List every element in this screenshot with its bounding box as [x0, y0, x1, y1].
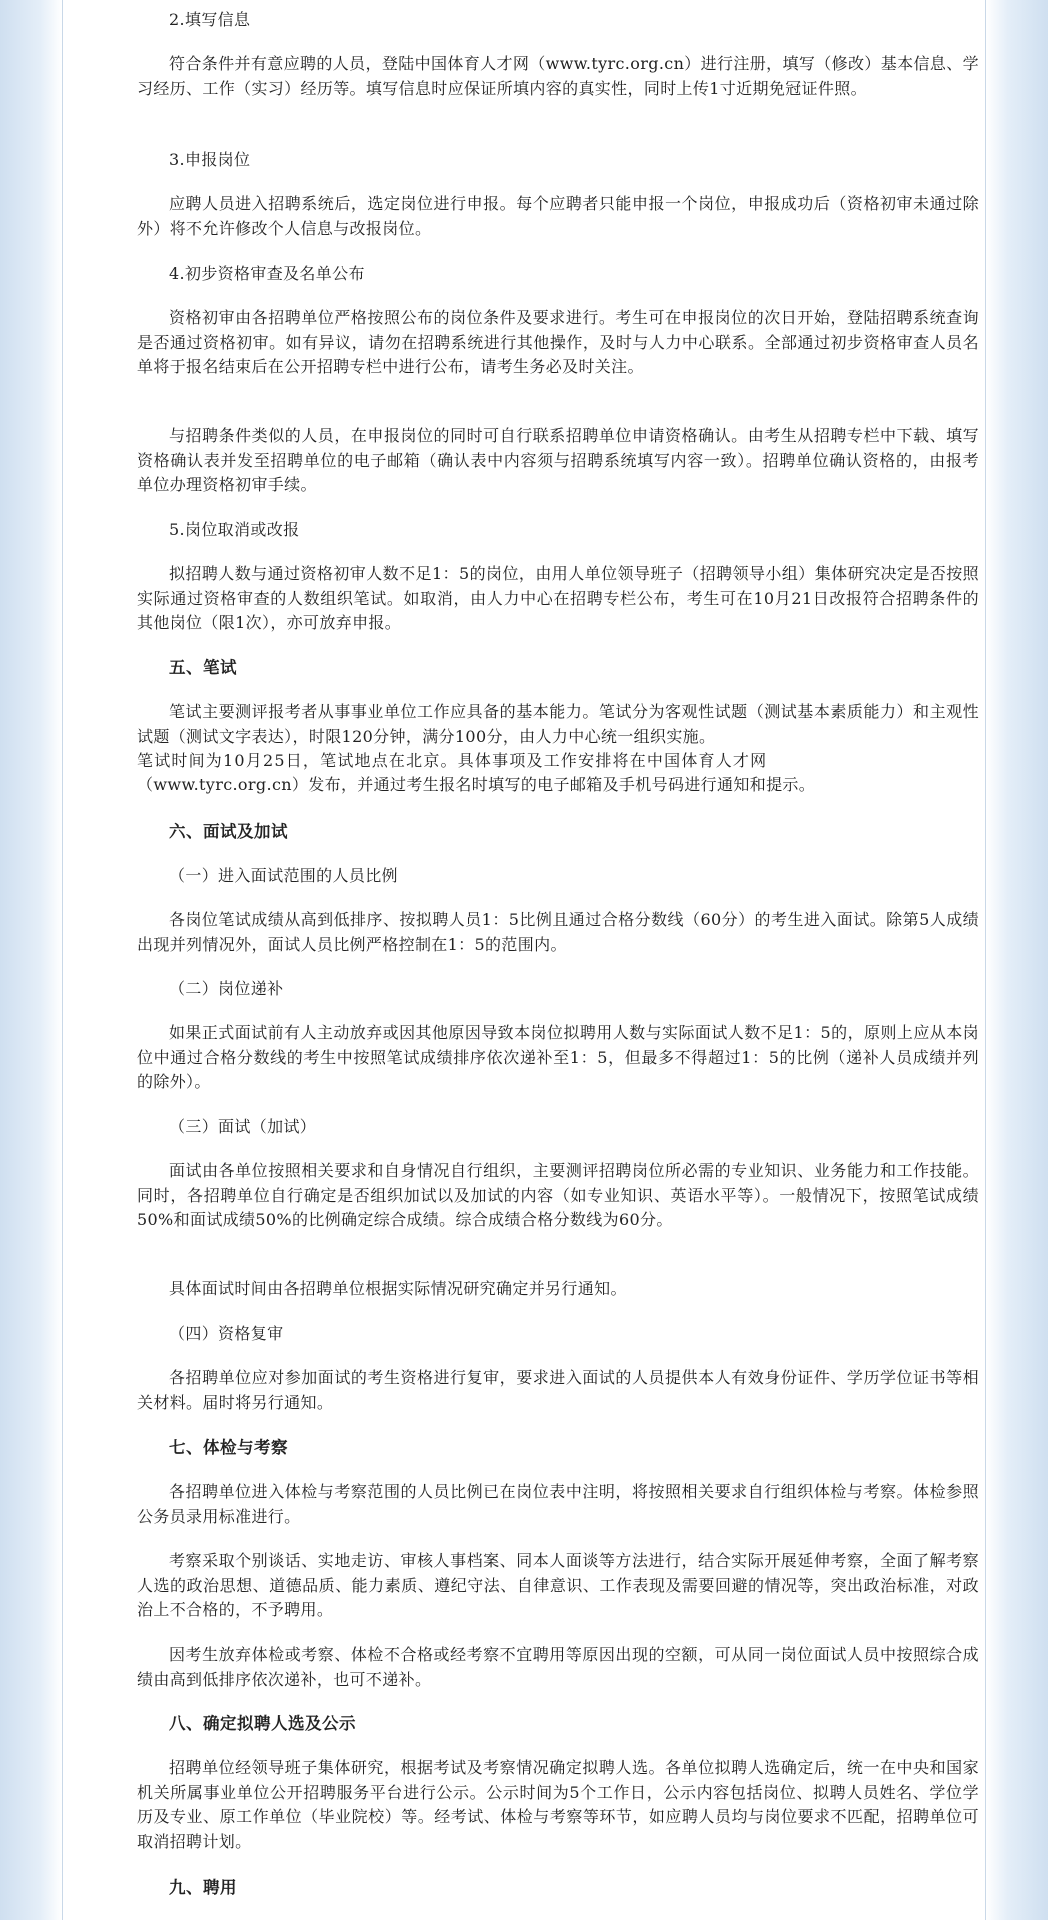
- paragraph-physical-exam: 各招聘单位进入体检与考察范围的人员比例已在岗位表中注明，将按照相关要求自行组织体检与考察。体检参照公务员录用标准进行。: [137, 1482, 979, 1526]
- heading-employment: 九、聘用: [169, 1878, 237, 1897]
- paragraph-fill-info: 符合条件并有意应聘的人员，登陆中国体育人才网（www.tyrc.org.cn）进行注册，填写（修改）基本信息、学习经历、工作（实习）经历等。填写信息时应保证所填内容的真实性，同时上传1寸近期免冠证件照。: [137, 54, 979, 98]
- heading-physical-exam: 七、体检与考察: [169, 1438, 288, 1457]
- paragraph-interview-extra: 面试由各单位按照相关要求和自身情况自行组织，主要测评招聘岗位所必需的专业知识、业务能力和工作技能。同时，各招聘单位自行确定是否组织加试以及加试的内容（如专业知识、英语水平等）。一般情况下，按照笔试成绩50%和面试成绩50%的比例确定综合成绩。综合成绩合格分数线为60分。: [137, 1161, 979, 1229]
- paragraph-qualification-review: 资格初审由各招聘单位严格按照公布的岗位条件及要求进行。考生可在申报岗位的次日开始，登陆招聘系统查询是否通过资格初审。如有异议，请勿在招聘系统进行其他操作，及时与人力中心联系。全部通过初步资格审查人员名单将于报名结束后在公开招聘专栏中进行公布，请考生务必及时关注。: [137, 308, 979, 376]
- paragraph-qualification-confirm: 与招聘条件类似的人员，在申报岗位的同时可自行联系招聘单位申请资格确认。由考生从招聘专栏中下载、填写资格确认表并发至招聘单位的电子邮箱（确认表中内容须与招聘系统填写内容一致）。招聘单位确认资格的，由报考单位办理资格初审手续。: [137, 426, 979, 494]
- paragraph-interview-ratio: 各岗位笔试成绩从高到低排序、按拟聘人员1：5比例且通过合格分数线（60分）的考生进入面试。除第5人成绩出现并列情况外，面试人员比例严格控制在1：5的范围内。: [137, 910, 979, 954]
- document-page: [62, 0, 986, 1920]
- paragraph-written-exam-notice: （www.tyrc.org.cn）发布，并通过考生报名时填写的电子邮箱及手机号码进行通知和提示。: [137, 775, 816, 794]
- paragraph-inspection: 考察采取个别谈话、实地走访、审核人事档案、同本人面谈等方法进行，结合实际开展延伸考察，全面了解考察人选的政治思想、道德品质、能力素质、遵纪守法、自律意识、工作表现及需要回避的情况等，突出政治标准，对政治上不合格的，不予聘用。: [137, 1551, 979, 1619]
- paragraph-publicity: 招聘单位经领导班子集体研究，根据考试及考察情况确定拟聘人选。各单位拟聘人选确定后，统一在中央和国家机关所属事业单位公开招聘服务平台进行公示。公示时间为5个工作日，公示内容包括岗位、拟聘人员姓名、学位学历及专业、原工作单位（毕业院校）等。经考试、体检与考察等环节，如应聘人员均与岗位要求不匹配，招聘单位可取消招聘计划。: [137, 1758, 979, 1851]
- subsection-requalification: （四）资格复审: [169, 1324, 284, 1343]
- paragraph-interview-time: 具体面试时间由各招聘单位根据实际情况研究确定并另行通知。: [169, 1279, 627, 1298]
- section-title-fill-info: 2.填写信息: [169, 10, 251, 29]
- section-title-apply-position: 3.申报岗位: [169, 150, 251, 169]
- heading-publicity: 八、确定拟聘人选及公示: [169, 1714, 356, 1733]
- heading-written-exam: 五、笔试: [169, 658, 237, 677]
- paragraph-requalification: 各招聘单位应对参加面试的考生资格进行复审，要求进入面试的人员提供本人有效身份证件、学历学位证书等相关材料。届时将另行通知。: [137, 1368, 979, 1412]
- paragraph-vacancy-substitute: 因考生放弃体检或考察、体检不合格或经考察不宜聘用等原因出现的空额，可从同一岗位面试人员中按照综合成绩由高到低排序依次递补，也可不递补。: [137, 1645, 979, 1689]
- subsection-interview-extra: （三）面试（加试）: [169, 1117, 317, 1136]
- section-title-qualification-review: 4.初步资格审查及名单公布: [169, 264, 365, 283]
- paragraph-written-exam-time: 笔试时间为10月25日，笔试地点在北京。具体事项及工作安排将在中国体育人才网: [137, 751, 768, 770]
- paragraph-written-exam: 笔试主要测评报考者从事事业单位工作应具备的基本能力。笔试分为客观性试题（测试基本素质能力）和主观性试题（测试文字表达），时限120分钟，满分100分，由人力中心统一组织实施。: [137, 702, 979, 746]
- paragraph-position-substitute: 如果正式面试前有人主动放弃或因其他原因导致本岗位拟聘用人数与实际面试人数不足1：5的，原则上应从本岗位中通过合格分数线的考生中按照笔试成绩排序依次递补至1：5，但最多不得超过1：5的比例（递补人员成绩并列的除外）。: [137, 1023, 979, 1091]
- subsection-interview-ratio: （一）进入面试范围的人员比例: [169, 866, 398, 885]
- subsection-position-substitute: （二）岗位递补: [169, 979, 284, 998]
- section-title-cancel-or-change: 5.岗位取消或改报: [169, 520, 300, 539]
- heading-interview: 六、面试及加试: [169, 822, 288, 841]
- paragraph-cancel-or-change: 拟招聘人数与通过资格初审人数不足1：5的岗位，由用人单位领导班子（招聘领导小组）集体研究决定是否按照实际通过资格审查的人数组织笔试。如取消，由人力中心在招聘专栏公布，考生可在10月21日改报符合招聘条件的其他岗位（限1次），亦可放弃申报。: [137, 564, 979, 632]
- paragraph-apply-position: 应聘人员进入招聘系统后，选定岗位进行申报。每个应聘者只能申报一个岗位，申报成功后（资格初审未通过除外）将不允许修改个人信息与改报岗位。: [137, 194, 979, 238]
